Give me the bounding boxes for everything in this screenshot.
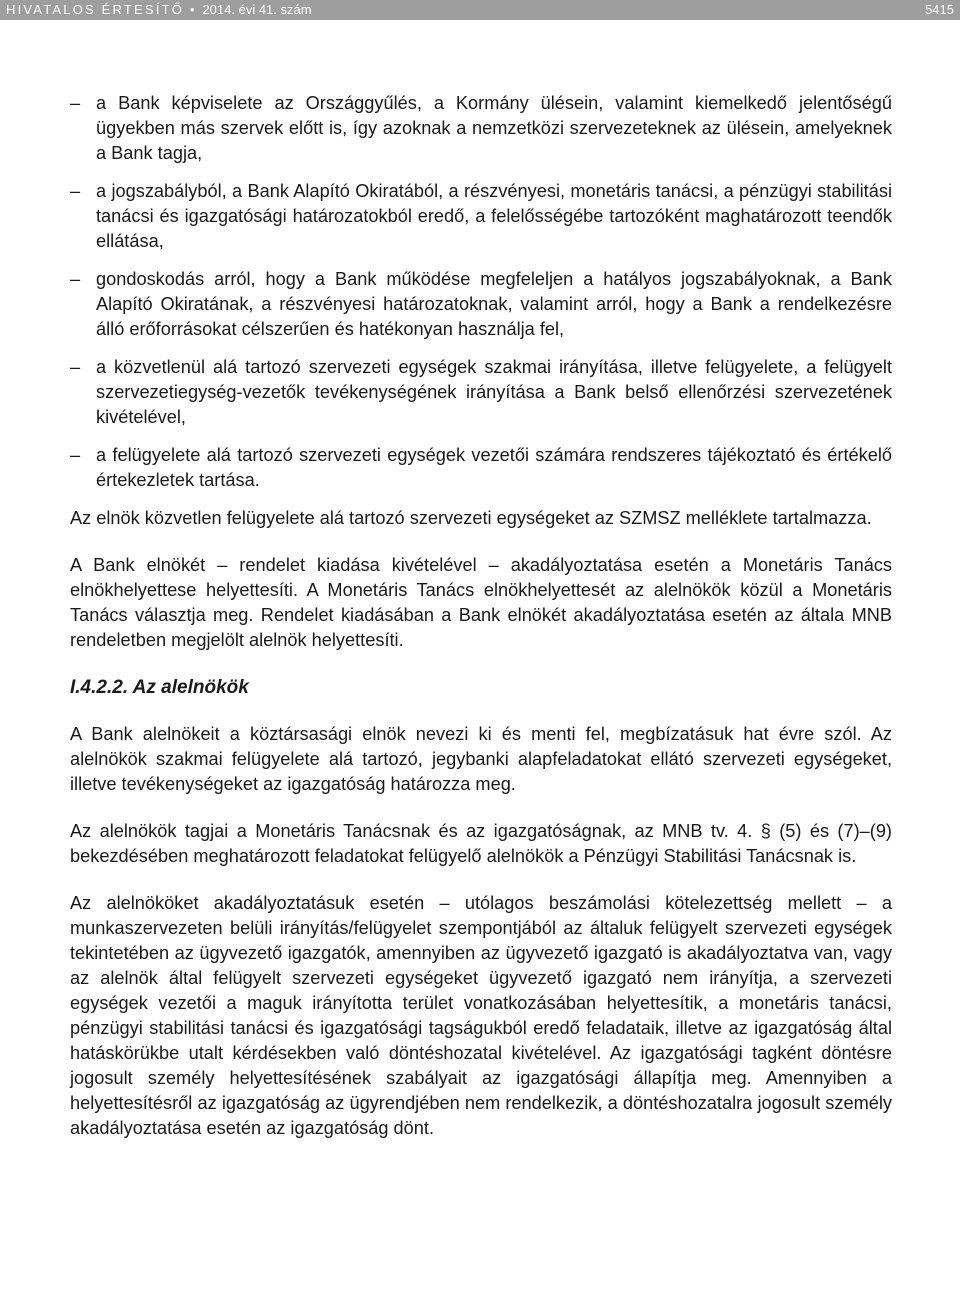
paragraph: Az elnök közvetlen felügyelete alá tartozó szervezeti egységeket az SZMSZ melléklete tartalmazza. bbox=[70, 508, 872, 528]
list-item bbox=[70, 443, 892, 493]
header-separator: • bbox=[189, 2, 197, 17]
list-item-text: gondoskodás arról, hogy a Bank működése megfeleljen a hatályos jogszabályoknak, a Bank Alapító Okiratának, a részvényesi határozatoknak, valamint arról, hogy a Bank a rendelkezésre álló erőforrásokat célszerűen és hatékonyan használja fel, bbox=[96, 269, 892, 339]
section-heading: I.4.2.2. Az alelnökök bbox=[70, 677, 249, 698]
list-dash: – bbox=[70, 269, 81, 289]
list-dash: – bbox=[70, 445, 81, 465]
page-number: 5415 bbox=[925, 2, 954, 17]
page-header bbox=[0, 0, 960, 20]
list-item bbox=[70, 91, 892, 166]
paragraph: Az alelnököket akadályoztatásuk esetén – utólagos beszámolási kötelezettség mellett – a munkaszervezeten belüli irányítás/felügyelet szempontjából az általuk felügyelt szervezeti egységek tekintetében az ügyvezető igazgatók, amennyiben az ügyvezető igazgató is akadályoztatva van, vagy az alelnök által felügyelt szervezeti egységeket ügyvezető igazgató nem irányítja, a szervezeti egységek vezetői a maguk irányította terület vonatkozásában helyettesítik, a monetáris tanácsi, pénzügyi stabilitási tanácsi és igazgatósági tagságukból eredő feladataik, illetve az igazgatóság által hatáskörükbe utalt kérdésekben való döntéshozatal kivételével. Az igazgatósági tagként döntésre jogosult személy helyettesítésének szabályait az igazgatósági állapítja meg. Amennyiben a helyettesítésről az igazgatóság az ügyrendjében nem rendelkezik, a döntéshozatalra jogosult személy akadályoztatása esetén az igazgatóság dönt. bbox=[70, 893, 892, 1138]
paragraph: A Bank elnökét – rendelet kiadása kivételével – akadályoztatása esetén a Monetáris Tanács elnökhelyettese helyettesíti. A Monetáris Tanács elnökhelyettesét az alelnökök közül a Monetáris Tanács választja meg. Rendelet kiadásában a Bank elnökét akadályoztatása esetén az általa MNB rendeletben megjelölt alelnök helyettesíti. bbox=[70, 555, 892, 650]
list-item-text: a Bank képviselete az Országgyűlés, a Kormány ülésein, valamint kiemelkedő jelentőségű ügyekben más szervek előtt is, így azoknak a nemzetközi szervezeteknek az ülésein, amelyeknek a Bank tagja, bbox=[96, 93, 892, 163]
list-dash: – bbox=[70, 93, 81, 113]
paragraph: A Bank alelnökeit a köztársasági elnök nevezi ki és menti fel, megbízatásuk hat évre szól. Az alelnökök szakmai felügyelete alá tartozó, jegybanki alapfeladatokat ellátó szervezeti egységeket, illetve tevékenységeket az igazgatóság határozza meg. bbox=[70, 724, 892, 794]
header-publication-line bbox=[6, 1, 312, 19]
paragraph: Az alelnökök tagjai a Monetáris Tanácsnak és az igazgatóságnak, az MNB tv. 4. § (5) és (7)–(9) bekezdésében meghatározott feladatokat felügyelő alelnökök a Pénzügyi Stabilitási Tanácsnak is. bbox=[70, 821, 892, 866]
list-item bbox=[70, 267, 892, 342]
publication-title: HIVATALOS ÉRTESÍTŐ bbox=[6, 2, 185, 17]
list-item-text: a közvetlenül alá tartozó szervezeti egységek szakmai irányítása, illetve felügyelete, a felügyelt szervezetiegység-vezetők tevékenységének irányítása a Bank belső ellenőrzési szervezetének kivételével, bbox=[96, 357, 892, 427]
list-item-text: a felügyelete alá tartozó szervezeti egységek vezetői számára rendszeres tájékoztató és értékelő értekezletek tartása. bbox=[96, 445, 892, 490]
issue-number: 2014. évi 41. szám bbox=[202, 2, 312, 17]
list-dash: – bbox=[70, 181, 81, 201]
list-item-text: a jogszabályból, a Bank Alapító Okiratából, a részvényesi, monetáris tanácsi, a pénzügyi stabilitási tanácsi és igazgatósági határozatokból eredő, a felelősségébe tartozóként maghatározott teendők ellátása, bbox=[96, 181, 892, 251]
list-item bbox=[70, 355, 892, 430]
list-item bbox=[70, 179, 892, 254]
list-dash: – bbox=[70, 357, 81, 377]
document-body bbox=[70, 91, 892, 1141]
